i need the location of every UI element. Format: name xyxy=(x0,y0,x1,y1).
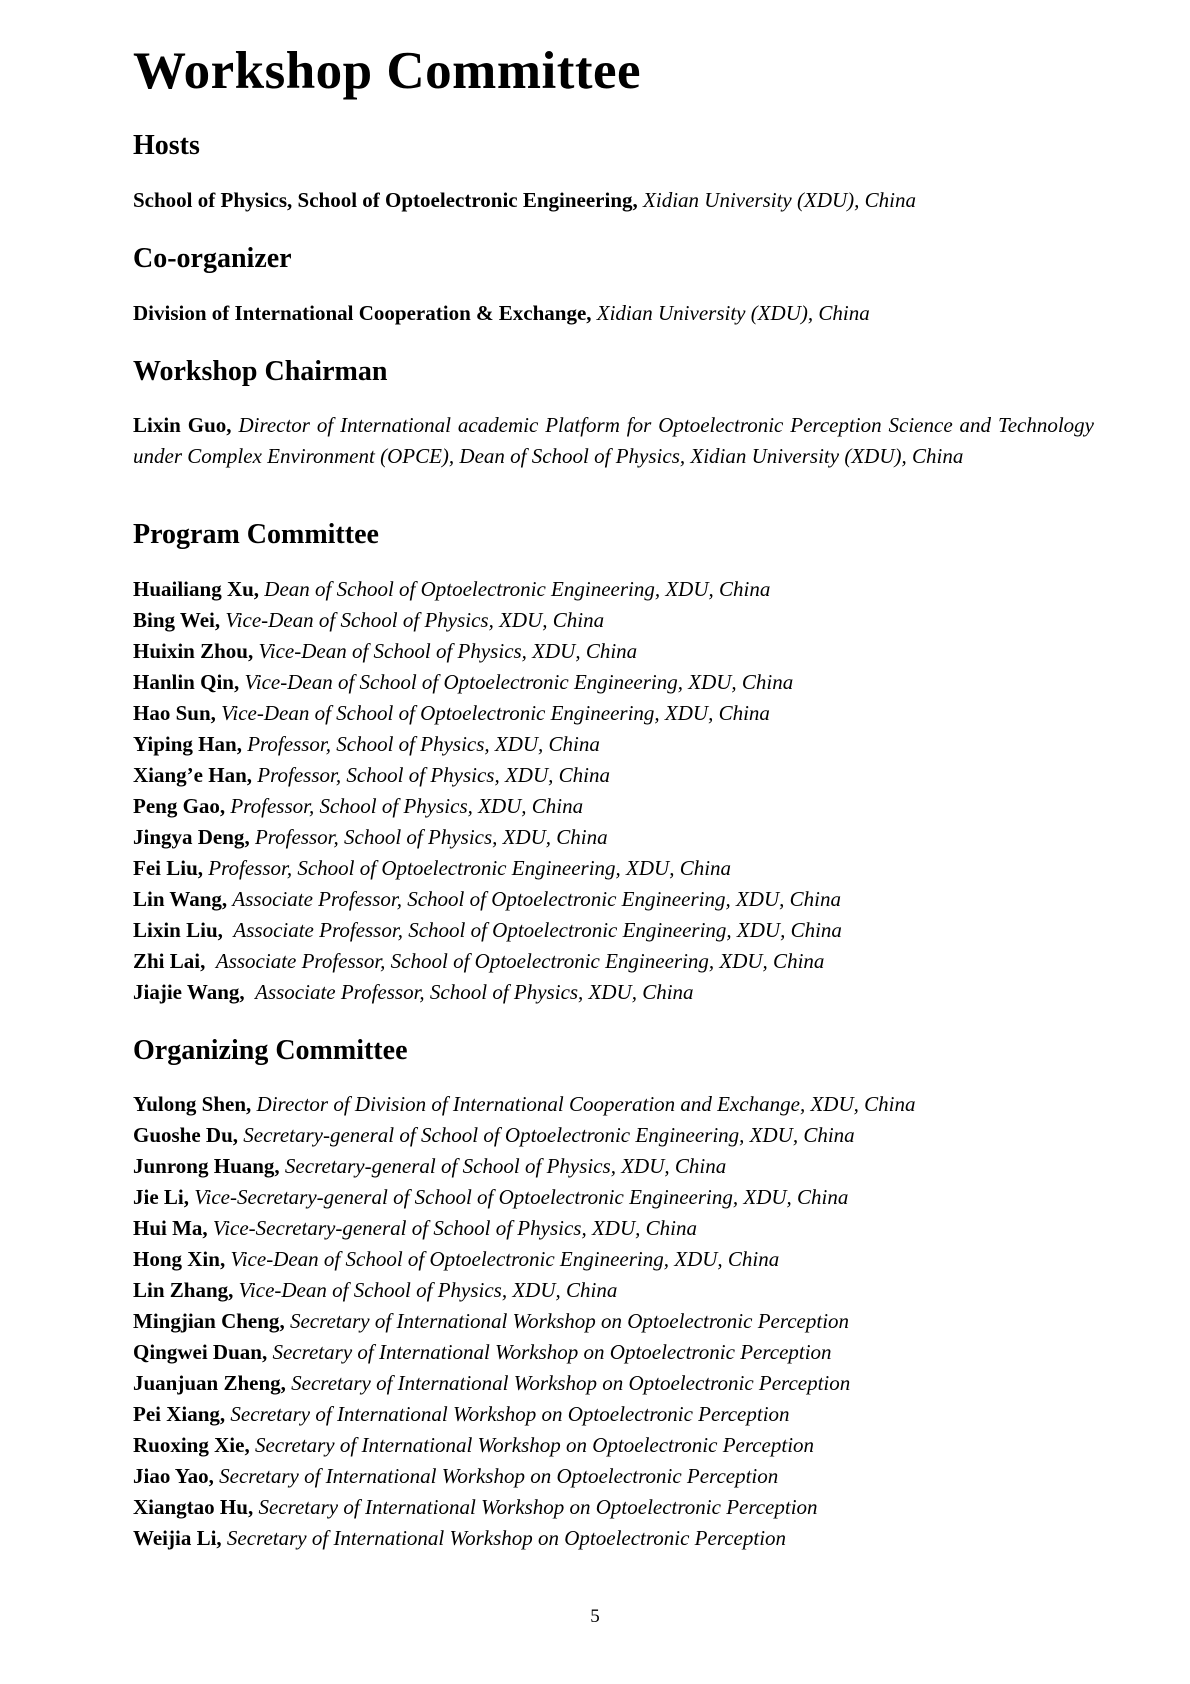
member-role: Vice-Dean of School of Optoelectronic Engineering, XDU, China xyxy=(221,700,770,725)
member-name: Jingya Deng xyxy=(133,824,245,849)
member-separator: , xyxy=(200,948,216,973)
member-separator: , xyxy=(210,700,222,725)
page-title: Workshop Committee xyxy=(133,42,642,100)
member-name: Jiao Yao xyxy=(133,1464,209,1489)
member-role: Associate Professor, School of Physics, XDU, China xyxy=(255,979,694,1004)
committee-member-entry xyxy=(133,1213,1094,1244)
member-name: Lin Wang xyxy=(133,886,222,911)
member-role: Associate Professor, School of Optoelectronic Engineering, XDU, China xyxy=(233,917,842,942)
member-separator: , xyxy=(632,187,644,212)
member-separator: , xyxy=(202,1216,213,1241)
member-separator: , xyxy=(219,1402,231,1427)
member-separator: , xyxy=(208,1464,220,1489)
member-name: Zhi Lai xyxy=(133,948,201,973)
member-role: Associate Professor, School of Optoelectronic Engineering, XDU, China xyxy=(215,948,825,973)
section-heading: Co-organizer xyxy=(133,242,292,274)
member-role: Director of Division of International Cooperation and Exchange, XDU, China xyxy=(256,1092,916,1117)
member-name: Fei Liu xyxy=(133,855,198,880)
committee-section xyxy=(133,1034,1094,1555)
member-name: Junrong Huang xyxy=(133,1154,275,1179)
committee-member-entry xyxy=(133,1089,1094,1120)
member-separator: , xyxy=(246,1092,257,1117)
committee-member-entry xyxy=(133,698,1094,729)
member-name: Xiang’e Han xyxy=(133,762,247,787)
member-name: Huailiang Xu xyxy=(133,576,254,601)
member-role: Professor, School of Physics, XDU, China xyxy=(257,762,610,787)
member-name: Guoshe Du xyxy=(133,1123,233,1148)
committee-member-entry xyxy=(133,1306,1094,1337)
committee-member-entry xyxy=(133,667,1094,698)
committee-member-entry xyxy=(133,853,1094,884)
member-name: Jie Li xyxy=(133,1185,184,1210)
member-role: Secretary of International Workshop on Optoelectronic Perception xyxy=(258,1495,818,1520)
member-separator: , xyxy=(233,669,245,694)
committee-member-entry xyxy=(133,1399,1094,1430)
member-role: Secretary-general of School of Physics, XDU, China xyxy=(284,1154,727,1179)
committee-member-entry xyxy=(133,915,1094,946)
member-separator: , xyxy=(280,1371,292,1396)
member-role: Associate Professor, School of Optoelectronic Engineering, XDU, China xyxy=(232,886,841,911)
member-separator: , xyxy=(244,824,255,849)
committee-member-entry xyxy=(133,1368,1094,1399)
member-name: Huixin Zhou xyxy=(133,638,248,663)
member-role: Vice-Secretary-general of School of Physics, XDU, China xyxy=(212,1216,697,1241)
member-role: Xidian University (XDU), China xyxy=(596,300,870,325)
committee-member-entry xyxy=(133,760,1094,791)
member-name: Jiajie Wang xyxy=(133,979,240,1004)
member-role: Professor, School of Physics, XDU, China xyxy=(230,793,584,818)
member-name: Qingwei Duan xyxy=(133,1340,262,1365)
member-separator: , xyxy=(219,793,231,818)
member-name: Pei Xiang xyxy=(133,1402,220,1427)
member-role: Secretary of International Workshop on Optoelectronic Perception xyxy=(289,1309,850,1334)
section-entries xyxy=(133,410,1094,472)
committee-section xyxy=(133,355,1094,473)
committee-member-entry xyxy=(133,729,1094,760)
member-name: Hong Xin xyxy=(133,1247,220,1272)
committee-member-entry xyxy=(133,884,1094,915)
member-name: Juanjuan Zheng xyxy=(133,1371,281,1396)
member-separator: , xyxy=(219,1247,231,1272)
member-separator: , xyxy=(226,413,239,438)
member-separator: , xyxy=(232,1123,244,1148)
member-name: Xiangtao Hu xyxy=(133,1495,248,1520)
member-name: Yiping Han xyxy=(133,731,237,756)
member-name: Yulong Shen xyxy=(133,1092,247,1117)
member-separator: , xyxy=(221,886,233,911)
section-heading: Hosts xyxy=(133,130,200,162)
committee-member-entry xyxy=(133,1523,1094,1554)
committee-member-entry xyxy=(133,636,1094,667)
committee-member-entry xyxy=(133,410,1094,472)
member-name: Weijia Li xyxy=(133,1526,217,1551)
member-role: Secretary-general of School of Optoelectronic Engineering, XDU, China xyxy=(243,1123,855,1148)
member-role: Vice-Dean of School of Physics, XDU, China xyxy=(258,638,638,663)
committee-section xyxy=(133,242,1094,329)
member-role: Vice-Dean of School of Physics, XDU, China xyxy=(225,607,605,632)
committee-member-entry xyxy=(133,605,1094,636)
committee-member-entry xyxy=(133,1244,1094,1275)
member-role: Secretary of International Workshop on Optoelectronic Perception xyxy=(219,1464,779,1489)
member-separator: , xyxy=(586,300,597,325)
member-name: School of Physics, School of Optoelectronic Engineering xyxy=(133,187,633,212)
committee-member-entry xyxy=(133,1430,1094,1461)
member-name: Hao Sun xyxy=(133,700,211,725)
member-role: Vice-Secretary-general of School of Optoelectronic Engineering, XDU, China xyxy=(194,1185,849,1210)
member-name: Peng Gao xyxy=(133,793,220,818)
committee-member-entry xyxy=(133,1182,1094,1213)
member-separator: , xyxy=(239,979,256,1004)
member-role: Secretary of International Workshop on Optoelectronic Perception xyxy=(226,1526,787,1551)
committee-member-entry xyxy=(133,574,1094,605)
committee-member-entry xyxy=(133,977,1094,1008)
member-name: Division of International Cooperation & Exchange xyxy=(133,300,587,325)
member-separator: , xyxy=(247,638,259,663)
committee-member-entry xyxy=(133,791,1094,822)
member-role: Director of International academic Platform for Optoelectronic Perception Science and Technology under Complex Environment (OPCE), Dean of School of Physics, Xidian University (XDU), China xyxy=(133,413,1094,469)
section-heading: Workshop Chairman xyxy=(133,355,388,387)
member-role: Secretary of International Workshop on Optoelectronic Perception xyxy=(291,1371,851,1396)
section-entries xyxy=(133,298,1094,329)
section-entries xyxy=(133,1089,1094,1554)
member-name: Lixin Liu xyxy=(133,917,218,942)
member-separator: , xyxy=(274,1154,285,1179)
member-separator: , xyxy=(246,762,258,787)
committee-member-entry xyxy=(133,185,1094,216)
committee-member-entry xyxy=(133,822,1094,853)
committee-member-entry xyxy=(133,1120,1094,1151)
committee-member-entry xyxy=(133,946,1094,977)
committee-member-entry xyxy=(133,298,1094,329)
committee-member-entry xyxy=(133,1492,1094,1523)
member-name: Ruoxing Xie xyxy=(133,1433,245,1458)
committee-member-entry xyxy=(133,1461,1094,1492)
member-name: Lixin Guo xyxy=(133,413,227,438)
member-role: Dean of School of Optoelectronic Engineering, XDU, China xyxy=(264,576,771,601)
member-separator: , xyxy=(216,1526,227,1551)
member-role: Vice-Dean of School of Optoelectronic Engineering, XDU, China xyxy=(230,1247,780,1272)
member-separator: , xyxy=(197,855,209,880)
section-entries xyxy=(133,574,1094,1008)
member-role: Xidian University (XDU), China xyxy=(643,187,916,212)
member-role: Professor, School of Optoelectronic Engineering, XDU, China xyxy=(208,855,732,880)
member-name: Mingjian Cheng xyxy=(133,1309,280,1334)
section-heading: Organizing Committee xyxy=(133,1034,408,1066)
member-separator: , xyxy=(261,1340,273,1365)
member-name: Bing Wei xyxy=(133,607,215,632)
member-separator: , xyxy=(214,607,226,632)
section-heading: Program Committee xyxy=(133,519,379,551)
member-role: Secretary of International Workshop on Optoelectronic Perception xyxy=(230,1402,790,1427)
committee-sections xyxy=(133,129,1094,1554)
member-separator: , xyxy=(236,731,248,756)
member-name: Hanlin Qin xyxy=(133,669,234,694)
member-separator: , xyxy=(217,917,234,942)
member-role: Vice-Dean of School of Optoelectronic Engineering, XDU, China xyxy=(244,669,794,694)
member-separator: , xyxy=(244,1433,255,1458)
page-number: 5 xyxy=(590,1606,600,1627)
committee-member-entry xyxy=(133,1275,1094,1306)
member-role: Professor, School of Physics, XDU, China xyxy=(247,731,600,756)
member-name: Hui Ma xyxy=(133,1216,203,1241)
committee-member-entry xyxy=(133,1151,1094,1182)
member-separator: , xyxy=(253,576,265,601)
member-role: Secretary of International Workshop on Optoelectronic Perception xyxy=(254,1433,815,1458)
committee-member-entry xyxy=(133,1337,1094,1368)
member-separator: , xyxy=(228,1278,239,1303)
member-separator: , xyxy=(279,1309,290,1334)
committee-section xyxy=(133,518,1094,1008)
member-role: Vice-Dean of School of Physics, XDU, China xyxy=(238,1278,618,1303)
member-separator: , xyxy=(183,1185,195,1210)
section-entries xyxy=(133,185,1094,216)
member-name: Lin Zhang xyxy=(133,1278,229,1303)
member-role: Professor, School of Physics, XDU, China xyxy=(254,824,608,849)
member-role: Secretary of International Workshop on Optoelectronic Perception xyxy=(272,1340,832,1365)
committee-section xyxy=(133,129,1094,216)
member-separator: , xyxy=(247,1495,259,1520)
